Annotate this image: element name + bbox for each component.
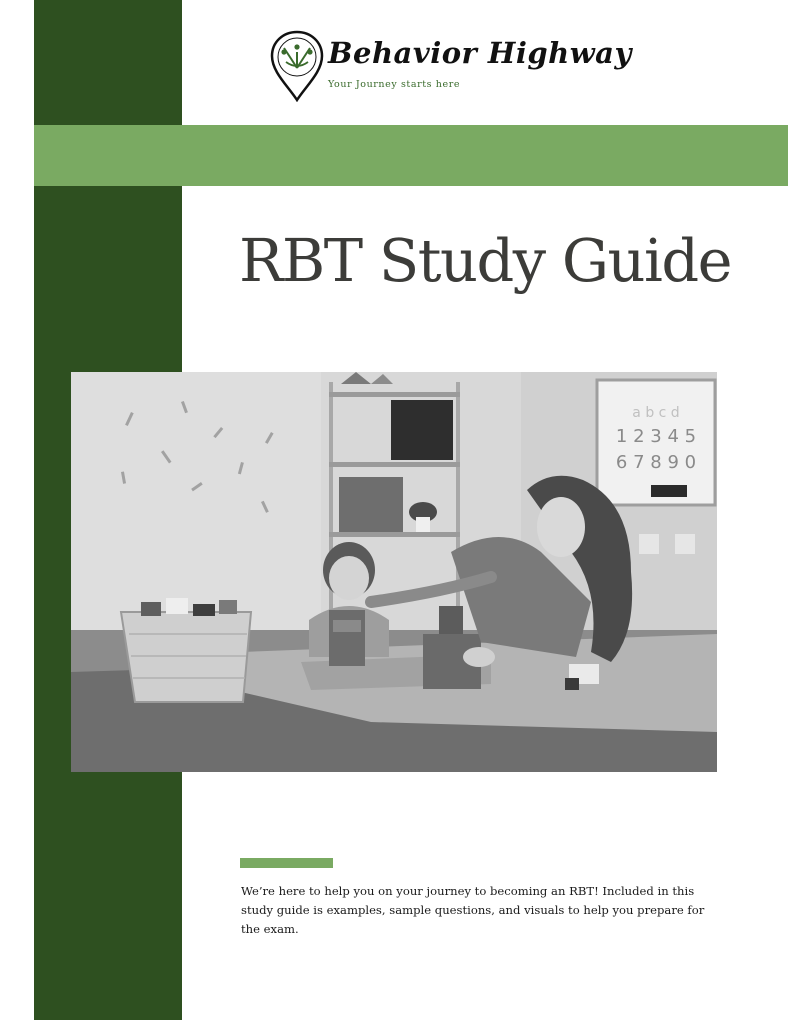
logo-name: Behavior Highway: [328, 36, 632, 70]
whiteboard-row-3: 6 7 8 9 0: [615, 452, 697, 473]
header-band: [34, 125, 788, 186]
location-pin-icon: [270, 30, 324, 102]
whiteboard-row-2: 1 2 3 4 5: [615, 426, 697, 447]
whiteboard-row-1: a b c d: [632, 405, 680, 421]
page-title: RBT Study Guide: [238, 226, 732, 295]
accent-divider: [240, 858, 333, 868]
cover-photo: [71, 372, 717, 772]
intro-text: We’re here to help you on your journey to becoming an RBT! Included in this study guide is examples, sample questions, and visuals to help you prepare for the exam.: [241, 884, 705, 936]
logo: [270, 30, 632, 102]
classroom-photo-illustration: [71, 372, 717, 772]
logo-tagline: Your Journey starts here: [328, 79, 461, 90]
